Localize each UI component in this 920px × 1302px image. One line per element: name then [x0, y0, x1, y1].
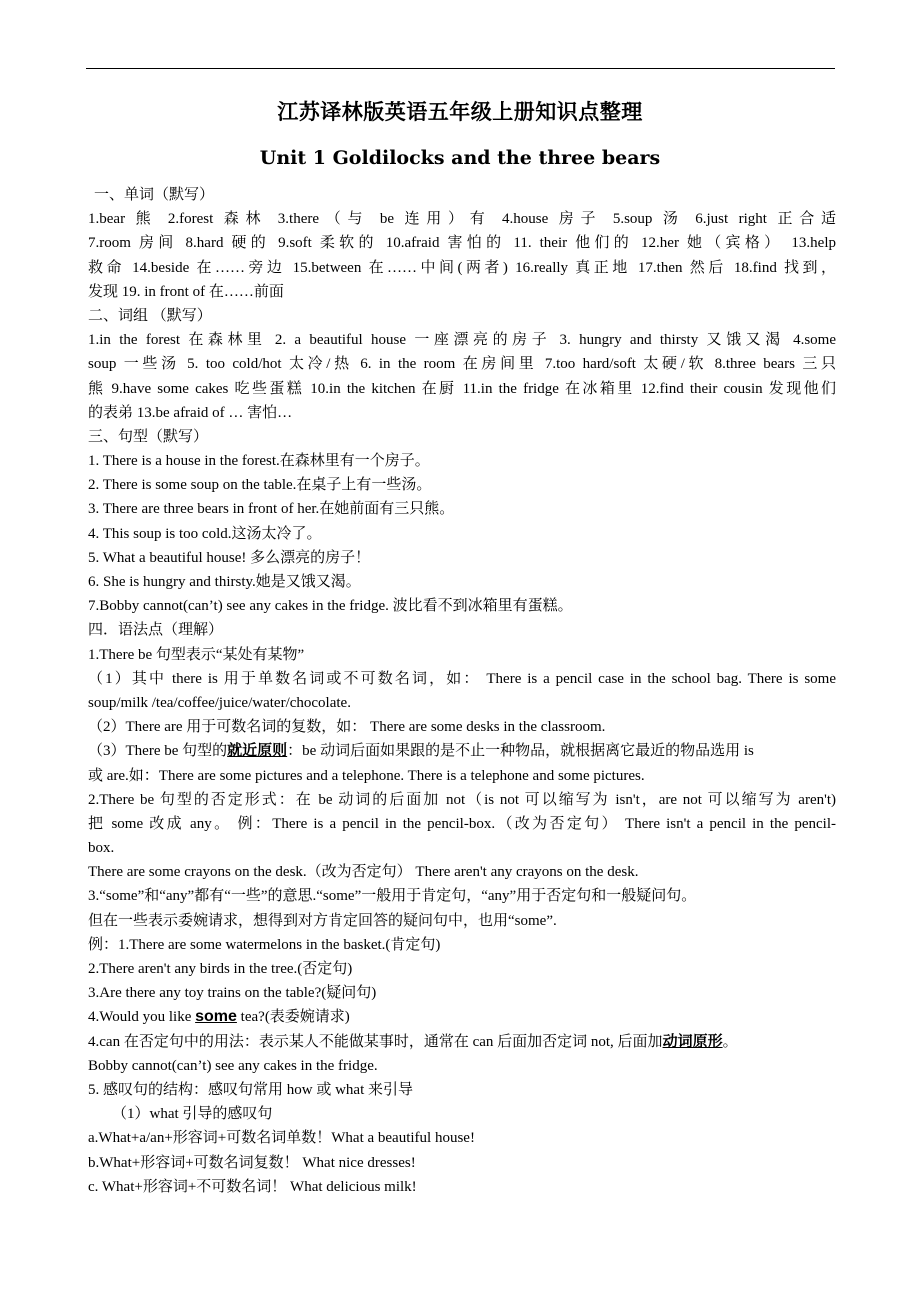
grammar-line: box. [88, 840, 115, 857]
grammar-line: 1.There be 句型表示“某处有某物” [88, 646, 305, 663]
pattern-line: a.What+a/an+形容词+可数名词单数！What a beautiful house! [88, 1130, 475, 1147]
word-line: 发现 19. in front of 在……前面 [88, 283, 284, 300]
grammar-line: 2.There be 句型的否定形式：在 be 动词的后面加 not（is not 可以缩写为 isn't，are not 可以缩写为 aren't) [88, 791, 836, 808]
grammar-line [88, 739, 836, 763]
example-line: 2.There aren't any birds in the tree.(否定句) [88, 961, 353, 977]
sentence-line: 6. She is hungry and thirsty.她是又饿又渴。 [88, 574, 361, 590]
pattern-line: b.What+形容词+可数名词复数！ What nice dresses! [88, 1154, 416, 1171]
header-rule [86, 68, 835, 69]
grammar-line: 或 are.如：There are some pictures and a telephone. There is a telephone and some pictures. [88, 767, 645, 784]
grammar-line: 5. 感叹句的结构：感叹句常用 how 或 what 来引导 [88, 1081, 413, 1098]
grammar-text: 。 [722, 1033, 738, 1050]
phrase-line: 熊 9.have some cakes 吃些蛋糕 10.in the kitchen 在厨 11.in the fridge 在冰箱里 12.find their cousin 发现他们 [88, 380, 836, 397]
unit-title: Unit 1 Goldilocks and the three bears [259, 147, 661, 169]
example-line: 3.Are there any toy trains on the table?(疑问句) [88, 985, 377, 1002]
grammar-line: 3.“some”和“any”都有“一些”的意思.“some”一般用于肯定句，“any”用于否定句和一般疑问句。 [88, 888, 697, 905]
underlined-term: 就近原则 [227, 743, 288, 760]
page-title: 江苏译林版英语五年级上册知识点整理 [277, 100, 643, 124]
section-heading-sentences: 三、句型（默写） [88, 428, 209, 445]
example-text: 4.Would you like [88, 1009, 196, 1026]
underlined-term: 动词原形 [662, 1033, 723, 1050]
grammar-line: 把 some 改成 any。 例：There is a pencil in the pencil-box.（改为否定句） There isn't a pencil in the pencil- [88, 815, 836, 832]
word-line: 1.bear 熊 2.forest 森林 3.there（与 be 连用）有 4.house 房子 5.soup 汤 6.just right 正合适 [88, 211, 836, 228]
document-body [88, 183, 836, 1199]
sentence-line: 5. What a beautiful house! 多么漂亮的房子！ [88, 549, 371, 566]
grammar-line: 但在一些表示委婉请求，想得到对方肯定回答的疑问句中，也用“some”. [88, 912, 557, 929]
section-heading-phrases: 二、词组 （默写） [88, 307, 212, 324]
grammar-line: soup/milk /tea/coffee/juice/water/chocolate. [88, 694, 351, 711]
phrase-line: soup 一些汤 5. too cold/hot 太冷/热 6. in the room 在房间里 7.too hard/soft 太硬/软 8.three bears 三只 [88, 356, 836, 373]
underlined-term: some [195, 1008, 237, 1026]
phrase-line: 1.in the forest 在森林里 2. a beautiful house 一座漂亮的房子 3. hungry and thirsty 又饿又渴 4.some [88, 332, 836, 349]
grammar-text: 4.can 在否定句中的用法：表示某人不能做某事时，通常在 can 后面加否定词 not, 后面加 [88, 1033, 663, 1050]
grammar-text: （3）There be 句型的 [88, 743, 228, 760]
sentence-line: 3. There are three bears in front of her.在她前面有三只熊。 [88, 501, 455, 518]
section-heading-words: 一、单词（默写） [94, 187, 215, 203]
grammar-line: （2）There are 用于可数名词的复数，如： There are some desks in the classroom. [88, 719, 606, 736]
grammar-line: （1）其中 there is 用于单数名词或不可数名词，如： There is a pencil case in the school bag. There is some [88, 670, 836, 687]
grammar-line [88, 1030, 836, 1054]
sentence-line: 4. This soup is too cold.这汤太冷了。 [88, 525, 322, 542]
example-line: Bobby cannot(can’t) see any cakes in the fridge. [88, 1057, 378, 1074]
word-line: 7.room 房间 8.hard 硬的 9.soft 柔软的 10.afraid 害怕的 11. their 他们的 12.her 她（宾格） 13.help [88, 235, 836, 252]
grammar-text: ：be 动词后面如果跟的是不止一种物品，就根据离它最近的物品选用 is [287, 743, 754, 760]
pattern-line: c. What+形容词+不可数名词！ What delicious milk! [88, 1178, 417, 1195]
example-line: 例：1.There are some watermelons in the basket.(肯定句) [88, 936, 441, 953]
phrase-line: 的表弟 13.be afraid of … 害怕… [88, 404, 293, 421]
example-line [88, 1005, 836, 1029]
sentence-line: 2. There is some soup on the table.在桌子上有一些汤。 [88, 477, 432, 494]
sentence-line: 7.Bobby cannot(can’t) see any cakes in the fridge. 波比看不到冰箱里有蛋糕。 [88, 598, 573, 615]
word-line: 救命 14.beside 在……旁边 15.between 在……中间(两者) 16.really 真正地 17.then 然后 18.find 找到， [88, 259, 836, 276]
sentence-line: 1. There is a house in the forest.在森林里有一个房子。 [88, 453, 430, 470]
section-heading-grammar: 四．语法点（理解） [88, 622, 224, 639]
grammar-line: There are some crayons on the desk.（改为否定句） There aren't any crayons on the desk. [88, 864, 639, 881]
example-text: tea?(表委婉请求) [236, 1009, 350, 1026]
grammar-subheading: （1）what 引导的感叹句 [112, 1106, 273, 1123]
